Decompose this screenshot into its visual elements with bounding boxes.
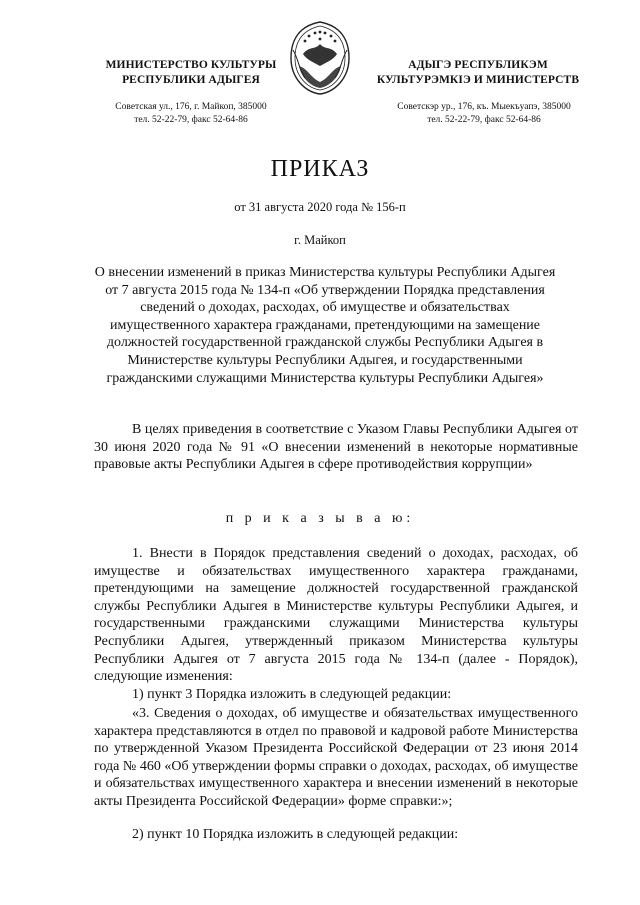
subitem-2-paragraph: 2) пункт 10 Порядка изложить в следующей редакции: — [132, 827, 459, 842]
phone-fax-adyghe-line: тел. 52-22-79, факс 52-64-86 — [427, 114, 541, 125]
intro-paragraph: В целях приведения в соответствие с Указом Главы Республики Адыгея от 30 июня 2020 года № 91 «О внесении изменений в некоторые нормативные правовые акты Республики Адыгея в сфере противодействия коррупции» — [94, 422, 578, 473]
ministry-name-adyghe-line2: КУЛЬТУРЭМКIЭ И МИНИСТЕРСТВ — [376, 74, 580, 86]
quoted-clause-3: «3. Сведения о доходах, об имуществе и обязательствах имущественного характера представляются в отдел по правовой и кадровой работе Министерства по утвержденной Указом Президента Российской Федерации от 23 июня 2014 года № 460 «Об утверждении формы справки о доходах, расходах, об имуществе и обязательствах имущественного характера и внесении изменений в некоторые акты Президента Российской Федерации» форме справки:»; — [94, 706, 578, 809]
ministry-name-line1: МИНИСТЕРСТВО КУЛЬТУРЫ — [105, 59, 277, 71]
document-title: ПРИКАЗ — [270, 156, 370, 182]
order-date-number: от 31 августа 2020 года № 156-п — [234, 200, 406, 214]
order-subject: О внесении изменений в приказ Министерства культуры Республики Адыгея от 7 августа 2015 года № 134-п «Об утверждении Порядка представления сведений о доходах, расходах, об имуществе и обязательствах имущественного характера гражданами, претендующими на замещение должностей государственной гражданской службы Республики Адыгея в Министерстве культуры Республики Адыгея, и государственными гражданскими служащими Министерства культуры Республики Адыгея» — [94, 265, 556, 386]
address-line1: Советская ул., 176, г. Майкоп, 385000 — [115, 102, 267, 112]
phone-fax-line: тел. 52-22-79, факс 52-64-86 — [134, 114, 248, 125]
ministry-name-adyghe — [368, 58, 588, 88]
ministry-name-russian — [86, 58, 296, 88]
coat-of-arms-emblem — [285, 20, 355, 96]
order-word: п р и к а з ы в а ю: — [225, 511, 415, 526]
ministry-name-adyghe-line1: АДЫГЭ РЕСПУБЛИКЭМ — [408, 59, 548, 71]
city: г. Майкоп — [294, 233, 346, 247]
address-russian — [96, 101, 286, 126]
item-1-paragraph: 1. Внести в Порядок представления сведений о доходах, расходах, об имуществе и обязательствах имущественного характера гражданами, претендующими на замещение должностей государственной гражданской службы Республики Адыгея в Министерстве культуры Республики Адыгея, и государственными гражданскими служащими Министерства культуры Республики Адыгея, утвержденный приказом Министерства культуры Республики Адыгея от 7 августа 2015 года № 134-п (далее - Порядок), следующие изменения: — [94, 546, 578, 685]
address-adyghe — [384, 101, 584, 126]
subitem-1-paragraph: 1) пункт 3 Порядка изложить в следующей редакции: — [132, 687, 452, 702]
address-adyghe-line1: Советскэр ур., 176, къ. Мыекъуапэ, 385000 — [397, 102, 571, 112]
ministry-name-line2: РЕСПУБЛИКИ АДЫГЕЯ — [122, 74, 260, 86]
